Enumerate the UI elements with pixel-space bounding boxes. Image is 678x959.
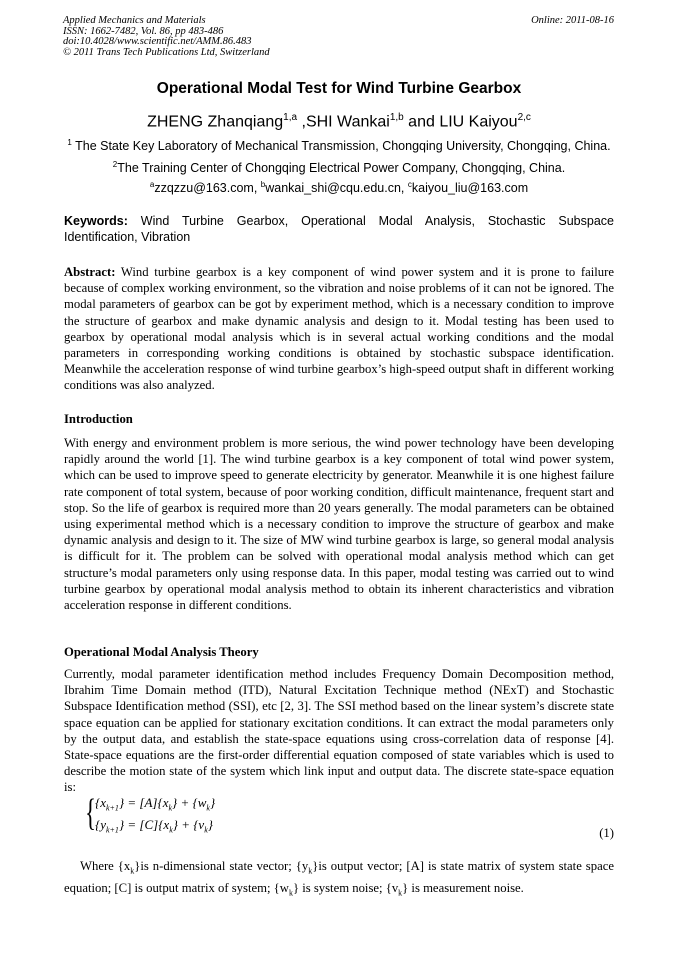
abstract-text: Wind turbine gearbox is a key component of wind power system and it is prone to failure because of complex working environment, so the vibration and noise problems of it can not be ignored. The modal parameters of gearbox can be got by experiment method, which is a necessary condition to improve the structure of gearbox and make dynamic analysis and design to it. Modal testing has been used to gearbox by operational modal analysis which is in several actual working conditions and the modal parameters in corresponding working conditions is obtained by stochastic subspace identification. Meanwhile the acceleration response of wind turbine gearbox’s high-speed output shaft in different working conditions was also analyzed. (64, 265, 614, 393)
journal-name: Applied Mechanics and Materials (63, 15, 206, 26)
author-name: ZHENG Zhanqiang (147, 113, 284, 131)
equation-explanation (64, 858, 614, 901)
paper-title: Operational Modal Test for Wind Turbine Gearbox (156, 80, 522, 97)
eq-sub: k (168, 803, 173, 813)
author-sup: 1,a (283, 112, 298, 123)
keywords-label: Keywords: (64, 214, 128, 228)
email-sup: b (260, 180, 266, 189)
where-sub: k (308, 866, 313, 876)
where-text: }is output vector; [A] is state matrix of system state space equation; [C] is output matrix of system; {w (64, 859, 614, 895)
eq-var: v (198, 817, 205, 832)
journal-header (63, 16, 270, 58)
abstract (64, 264, 614, 394)
affiliation-1 (0, 138, 678, 153)
affiliation-text: The State Key Laboratory of Mechanical Transmission, Chongqing University, Chongqing, China. (71, 139, 611, 154)
equation-row-2: $\{y_{k+1}\} = [C]\{x_k\} + \{v_k\}$ (95, 817, 213, 835)
author-name: SHI Wankai (305, 113, 390, 131)
where-text: Where {x (80, 859, 131, 873)
email: wankai_shi@cqu.edu.cn, (265, 181, 408, 196)
eq-var: y (100, 817, 106, 832)
eq-var: C (144, 817, 154, 832)
keywords-text: Wind Turbine Gearbox, Operational Modal Analysis, Stochastic Subspace Identification, Vibration (64, 214, 614, 244)
keywords (64, 214, 614, 245)
eq-sub: k (204, 825, 208, 835)
introduction-text: With energy and environment problem is more serious, the wind power technology have been developing rapidly around the world [1]. The wind turbine gearbox is a key component of total wind power system, which can be used to improve speed to generate electricity by generator. Meanwhile it is one highest failure rate component of total system, because of poor working condition, difficult maintenance, frequent start and stop. So the life of gearbox is required more than 20 years generally. The modal parameters can be obtained using experimental method which is a necessary condition to improve the structure of gearbox and make dynamic analysis and design to it. The size of MW wind turbine gearbox is large, so general modal analysis is difficult for it. The problem can be solved with operational modal analysis method which can get structure’s modal parameters only using response data. In this paper, modal testing was carried out to wind turbine gearbox by operational modal analysis method to obtain its inherent characteristics and vibration acceleration response in different conditions. (64, 436, 614, 613)
equation-brace: { (85, 792, 96, 834)
affiliation-2 (0, 160, 678, 175)
eq-var: x (162, 795, 169, 810)
oma-theory-text: Currently, modal parameter identification method includes Frequency Domain Decomposition method, Ibrahim Time Domain method (ITD), Natural Excitation Technique method (NExT) and Stochastic Subspace Identification method (SSI), etc [2, 3]. The SSI method based on the linear system’s discrete state space equation can be applied for stationary excitation conditions. It can extract the modal parameters only by the output data, and establish the state-space equations using cross-correlation data of response [4]. State-space equations are the first-order differential equation composed of state variables which is used to describe the motion state of the system which link input and output data. The discrete state-space equation is: (64, 667, 614, 795)
eq-sub: k+1 (105, 803, 119, 813)
eq-sub: k (206, 803, 210, 813)
email: kaiyou_liu@163.com (411, 181, 529, 196)
author-sep: , (297, 113, 306, 131)
eq-var: x (100, 795, 106, 810)
equation-row-1: $\{x_{k+1}\} = [A]\{x_k\} + \{w_k\}$ (95, 795, 216, 813)
state-space-equation (85, 792, 265, 839)
doi: doi:10.4028/www.scientific.net/AMM.86.483 (63, 36, 252, 48)
email: zzqzzu@163.com, (154, 181, 261, 196)
author-sup: 2,c (517, 112, 531, 123)
equation-number: (1) (599, 826, 614, 840)
eq-var: w (197, 795, 207, 810)
where-sub: k (398, 888, 403, 898)
author-sup: 1,b (389, 112, 404, 123)
where-sub: k (130, 866, 135, 876)
email-sup: a (149, 180, 155, 189)
eq-sub: k (169, 825, 173, 835)
affiliation-sup: 2 (112, 160, 118, 169)
abstract-label: Abstract: (64, 265, 116, 279)
where-text: }is n-dimensional state vector; {y (134, 859, 309, 873)
section-heading-introduction: Introduction (64, 412, 133, 426)
section-heading-oma-theory: Operational Modal Analysis Theory (64, 645, 259, 659)
author-list (0, 112, 678, 131)
where-text: } is system noise; {v (292, 880, 399, 895)
where-text: } is measurement noise. (402, 880, 524, 895)
eq-var: A (144, 795, 153, 810)
eq-var: x (163, 817, 170, 832)
author-emails (0, 180, 678, 195)
affiliation-text: The Training Center of Chongqing Electrical Power Company, Chongqing, China. (117, 161, 566, 176)
email-sup: c (407, 180, 412, 189)
copyright: © 2011 Trans Tech Publications Ltd, Switzerland (63, 46, 270, 58)
author-sep: and (403, 113, 440, 131)
online-date: Online: 2011-08-16 (531, 15, 614, 26)
where-sub: k (288, 888, 293, 898)
issn: ISSN: 1662-7482, Vol. 86, pp 483-486 (63, 25, 224, 37)
author-name: LIU Kaiyou (439, 113, 518, 131)
eq-sub: k+1 (105, 825, 119, 835)
affiliation-sup: 1 (67, 138, 72, 147)
